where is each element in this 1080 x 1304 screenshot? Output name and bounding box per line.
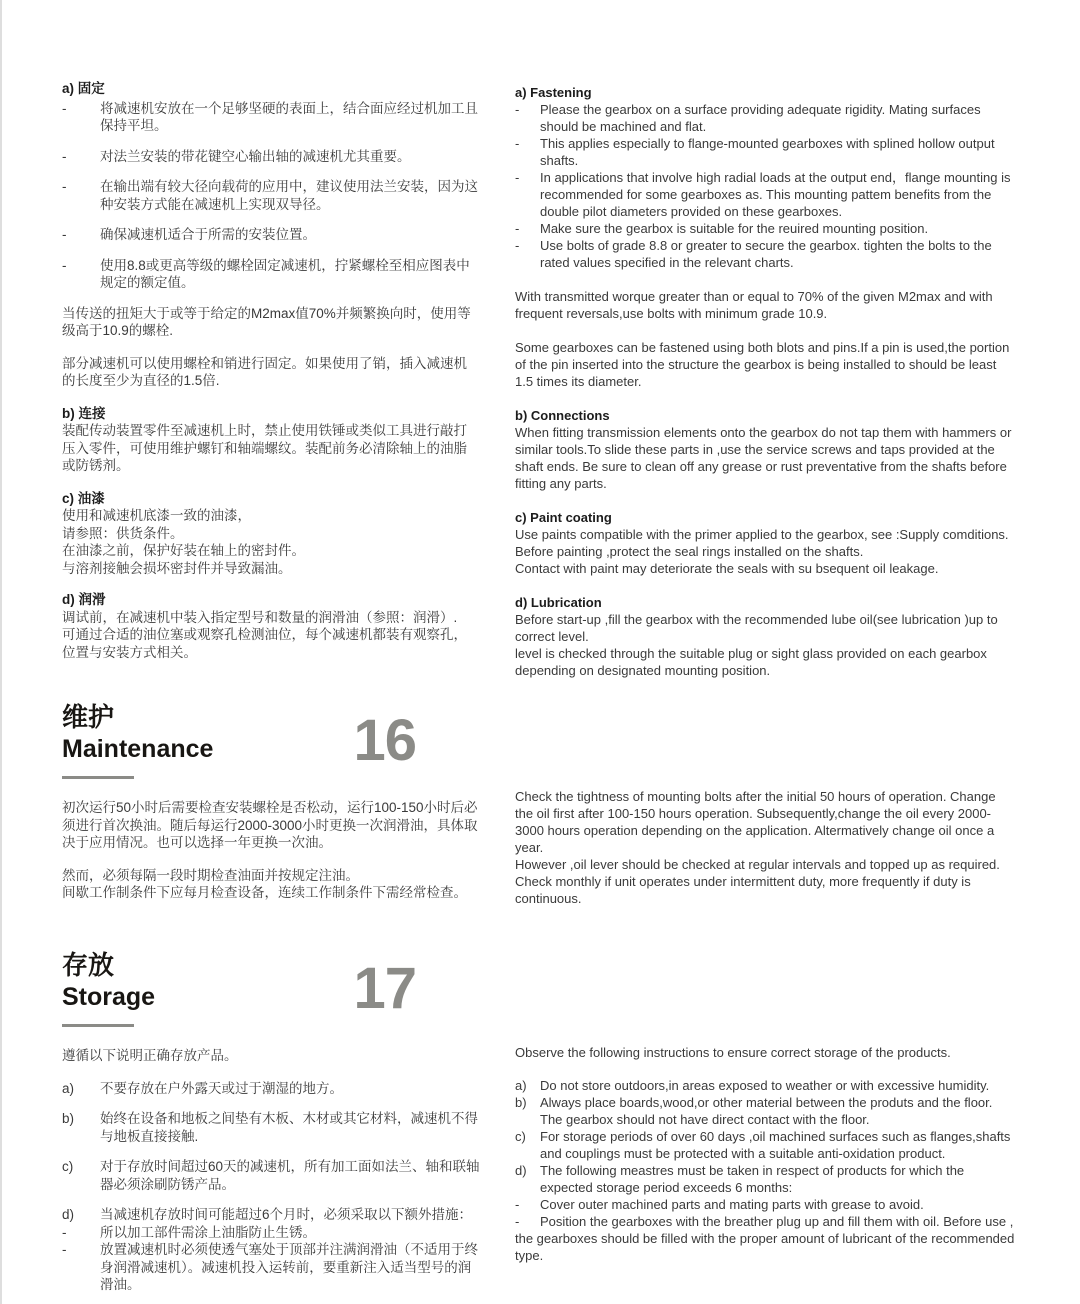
- list-item: [515, 169, 1015, 220]
- maintenance-header: [62, 700, 480, 779]
- text-line: Before start-up ,fill the gearbox with the recommended lube oil(see lubrication )up to correct level.: [515, 612, 998, 644]
- list-item: [62, 226, 480, 244]
- list-item: [515, 1128, 1015, 1162]
- text-line: 在油漆之前，保护好装在轴上的密封件。: [62, 543, 305, 558]
- heading-lubrication-zh: d) 润滑: [62, 592, 106, 607]
- list-item: [515, 1094, 1015, 1128]
- list-item-text: Do not store outdoors,in areas exposed to weather or with excessive humidity.: [540, 1078, 990, 1093]
- list-item: [515, 1196, 1015, 1213]
- storage-text-en: [515, 1044, 1015, 1264]
- paragraph: [515, 1213, 1015, 1264]
- list-item: [62, 1110, 480, 1145]
- text-line: 然而，必须每隔一段时期检查油面并按规定注油。: [62, 867, 359, 883]
- maintenance-text-en: [515, 788, 1015, 907]
- left-column-top: [62, 80, 480, 661]
- item-marker: b): [62, 1111, 75, 1126]
- storage-title-en: Storage: [62, 983, 156, 1011]
- bullet-marker: -: [62, 257, 67, 273]
- heading-paint-zh: c) 油漆: [62, 490, 105, 506]
- text-line: Before painting ,protect the seal rings installed on the shafts.: [515, 544, 864, 559]
- page-edge-line: [0, 0, 2, 1304]
- bullet-marker: -: [515, 1214, 520, 1229]
- list-item-text: 始终在设备和地板之间垫有木板、木材或其它材料，减速机不得与地板直接接触.: [100, 1111, 478, 1144]
- text-line: 可通过合适的油位塞或观察孔检测油位，每个减速机都装有观察孔，位置与安装方式相关。: [62, 627, 467, 660]
- heading-paint-en: c) Paint coating: [515, 510, 612, 525]
- paragraph-text: Position the gearboxes with the breather plug up and fill them with oil. Before use , the gearboxes should be filled with the proper amount of lubricant of the recommended type.: [515, 1214, 1015, 1263]
- list-item: [515, 1162, 1015, 1196]
- list-item: [515, 135, 1015, 169]
- item-marker: c): [62, 1159, 74, 1174]
- list-item: [62, 1224, 480, 1242]
- list-item-text: 当减速机存放时间可能超过6个月时，必须采取以下额外措施：: [100, 1207, 473, 1222]
- list-item-text: Please the gearbox on a surface providing adequate rigidity. Mating surfaces should be machined and flat.: [540, 102, 981, 134]
- list-item-text: In applications that involve high radial loads at the output end，flange mounting is recommended for some gearboxes as. This mounting pattem benefits from the double pilot diameters provided on these gearboxes.: [540, 170, 1011, 219]
- list-item: [62, 178, 480, 213]
- text-line: 请参照：供货条件。: [62, 525, 184, 541]
- maintenance-title-zh: 维护: [62, 702, 115, 732]
- maintenance-title-en: Maintenance: [62, 735, 214, 763]
- text-line: level is checked through the suitable plug or sight glass provided on each gearbox depending on designated mounting position.: [515, 646, 987, 678]
- list-item: [62, 257, 480, 292]
- paragraph: 当传送的扭矩大于或等于给定的M2max值70%并频繁换向时，使用等级高于10.9的螺栓.: [62, 305, 471, 338]
- list-item-text: Make sure the gearbox is suitable for the reuired mounting position.: [540, 221, 929, 236]
- item-marker: c): [515, 1129, 526, 1144]
- list-item: [515, 1077, 1015, 1094]
- bullet-marker: -: [62, 1242, 67, 1257]
- paragraph: Some gearboxes can be fastened using both blots and pins.If a pin is used,the portion of the pin inserted into the structure the gearbox is being installed to should be least 1.5 times its diameter.: [515, 340, 1010, 389]
- list-item: [62, 1158, 480, 1193]
- bullet-marker: -: [62, 100, 67, 116]
- text-line: Observe the following instructions to ensure correct storage of the products.: [515, 1045, 951, 1060]
- list-item-text: 放置减速机时必须使透气塞处于顶部并注满润滑油（不适用于终身润滑减速机）。减速机投入运转前，要重新注入适当型号的润滑油。: [100, 1242, 478, 1292]
- page-number-16: 16: [353, 708, 416, 773]
- title-underline: [62, 776, 134, 779]
- maintenance-section: [62, 700, 480, 902]
- item-marker: d): [62, 1207, 75, 1222]
- list-item-text: The following meastres must be taken in respect of products for which the expected storage period exceeds 6 months:: [540, 1163, 965, 1195]
- heading-fastening-en: a) Fastening: [515, 85, 592, 100]
- list-item-text: 确保减速机适合于所需的安装位置。: [100, 227, 316, 242]
- bullet-marker: -: [515, 170, 520, 185]
- list-item-text: This applies especially to flange-mounted gearboxes with splined hollow output shafts.: [540, 136, 995, 168]
- title-underline: [62, 1024, 134, 1027]
- bullet-marker: -: [515, 102, 520, 117]
- right-column-top: [515, 84, 1015, 679]
- list-item: [515, 101, 1015, 135]
- list-item: [62, 1080, 480, 1098]
- list-item: [62, 100, 480, 135]
- list-item: [515, 237, 1015, 271]
- paragraph: 初次运行50小时后需要检查安装螺栓是否松动，运行100-150小时后必须进行首次换油。随后每运行2000-3000小时更换一次润滑油，具体取决于应用情况。也可以选择一年更换一次油。: [62, 800, 478, 850]
- bullet-marker: -: [515, 1197, 520, 1212]
- list-item-text: Use bolts of grade 8.8 or greater to secure the gearbox. tighten the bolts to the rated values specified in the relevant charts.: [540, 238, 992, 270]
- heading-connections-en: b) Connections: [515, 408, 610, 423]
- storage-section: [62, 948, 480, 1294]
- storage-header: [62, 948, 480, 1027]
- text-line: 调试前，在减速机中装入指定型号和数量的润滑油（参照：润滑）.: [62, 609, 458, 625]
- bullet-marker: -: [62, 227, 67, 242]
- paragraph: When fitting transmission elements onto the gearbox do not tap them with hammers or similar tools.To slide these parts in ,use the service screws and taps provided at the shaft ends. Be sure to clean off any grease or rust preventative from the shafts before fitting any parts.: [515, 425, 1012, 491]
- text-line: 间歇工作制条件下应每月检查设备，连续工作制条件下需经常检查。: [62, 885, 467, 900]
- text-line: Use paints compatible with the primer applied to the gearbox, see :Supply comditions.: [515, 527, 1009, 542]
- text-line: However ,oil lever should be checked at regular intervals and topped up as required.: [515, 857, 1000, 872]
- bullet-marker: -: [515, 221, 520, 236]
- paragraph: With transmitted worque greater than or equal to 70% of the given M2max and with frequent reversals,use bolts with minimum grade 10.9.: [515, 289, 993, 321]
- page-number-17: 17: [353, 956, 416, 1021]
- text-line: Check the tightness of mounting bolts after the initial 50 hours of operation. Change the oil first after 100-150 hours operation. Subsequently,change the oil every 2000-3000 hours operation depending on the application. Altermatively change oil once a year.: [515, 789, 996, 855]
- storage-title-zh: 存放: [62, 950, 115, 980]
- list-item-text: 将减速机安放在一个足够坚硬的表面上，结合面应经过机加工且保持平坦。: [100, 100, 478, 133]
- item-marker: d): [515, 1163, 527, 1178]
- list-item-text: 使用8.8或更高等级的螺栓固定减速机，拧紧螺栓至相应图表中规定的额定值。: [100, 257, 470, 290]
- bullet-marker: -: [62, 1224, 67, 1240]
- item-marker: b): [515, 1095, 527, 1110]
- list-item-text: Cover outer machined parts and mating parts with grease to avoid.: [540, 1197, 924, 1212]
- text-line: 与溶剂接触会损坏密封件并导致漏油。: [62, 560, 292, 576]
- text-line: Check monthly if unit operates under intermittent duty, more frequently if duty is continuous.: [515, 874, 971, 906]
- paragraph: 遵循以下说明正确存放产品。: [62, 1048, 238, 1063]
- item-marker: a): [62, 1080, 75, 1096]
- list-item-text: Always place boards,wood,or other material between the produts and the floor. The gearbox should not have direct contact with the floor.: [540, 1095, 993, 1127]
- list-item-text: 所以加工部件需涂上油脂防止生锈。: [100, 1224, 316, 1240]
- bullet-marker: -: [515, 238, 520, 253]
- paragraph: 装配传动装置零件至减速机上时，禁止使用铁锤或类似工具进行敲打压入零件，可使用维护螺钉和轴端螺纹。装配前务必清除轴上的油脂或防锈剂。: [62, 423, 467, 473]
- text-line: 使用和减速机底漆一致的油漆，: [62, 508, 251, 523]
- bullet-marker: -: [62, 179, 67, 194]
- list-item-text: 对于存放时间超过60天的减速机，所有加工面如法兰、轴和联轴器必须涂刷防锈产品。: [100, 1159, 480, 1192]
- list-item: [62, 1206, 480, 1224]
- list-item: [515, 220, 1015, 237]
- text-line: Contact with paint may deteriorate the seals with su bsequent oil leakage.: [515, 561, 939, 576]
- list-item: [62, 1241, 480, 1294]
- list-item-text: 不要存放在户外露天或过于潮湿的地方。: [100, 1080, 343, 1096]
- list-item-text: 对法兰安装的带花键空心输出轴的减速机尤其重要。: [100, 148, 411, 164]
- bullet-marker: -: [62, 148, 67, 164]
- list-item-text: For storage periods of over 60 days ,oil machined surfaces such as flanges,shafts and couplings must be protected with a suitable anti-oxidation product.: [540, 1129, 1011, 1161]
- bullet-marker: -: [515, 136, 520, 151]
- item-marker: a): [515, 1078, 527, 1093]
- heading-connections-zh: b) 连接: [62, 405, 106, 421]
- list-item: [62, 148, 480, 166]
- paragraph: 部分减速机可以使用螺栓和销进行固定。如果使用了销，插入减速机的长度至少为直径的1.5倍.: [62, 355, 467, 388]
- heading-fastening-zh: a) 固定: [62, 81, 105, 96]
- heading-lubrication-en: d) Lubrication: [515, 595, 602, 610]
- list-item-text: 在输出端有较大径向载荷的应用中，建议使用法兰安装，因为这种安装方式能在减速机上实现双导径。: [100, 179, 478, 212]
